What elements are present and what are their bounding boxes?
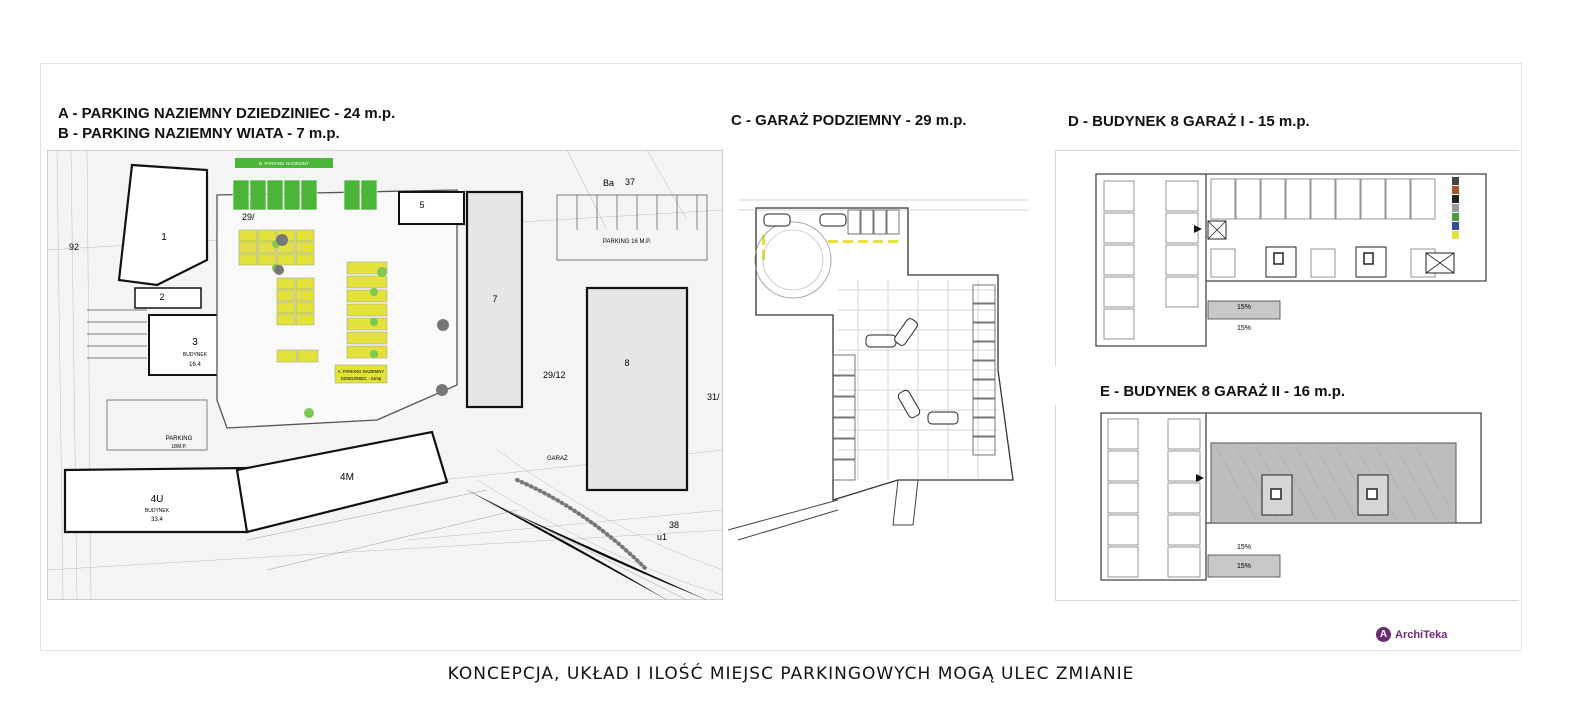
building-5 <box>399 192 464 224</box>
zone-a-label: A. PARKING NAZIEMNY <box>337 369 385 374</box>
title-parking-a: A - PARKING NAZIEMNY DZIEDZINIEC - 24 m.p. <box>58 105 396 122</box>
ramp-circle <box>755 222 831 298</box>
garage-d-drawing <box>1056 151 1519 366</box>
parcel-u1-label: u1 <box>657 532 668 542</box>
garage-e-spaces-left <box>1108 419 1200 577</box>
building-3-label: 3 <box>192 337 198 348</box>
parcel-38-label: 38 <box>669 520 680 530</box>
garage-d-ramp-1-label: 15% <box>1236 304 1252 311</box>
garage-d-spaces-left <box>1104 181 1198 339</box>
building-5-label: 5 <box>419 200 425 210</box>
zone-b-label: B. PARKING NAZIEMNY <box>259 161 309 166</box>
building-3-area: 16.4 <box>189 362 201 368</box>
parcel-92-label: 92 <box>69 242 80 252</box>
parking-18-sub: 18M.P. <box>171 444 187 450</box>
title-garage-e: E - BUDYNEK 8 GARAŻ II - 16 m.p. <box>1100 383 1346 400</box>
garage-e-ramp-1-label: 15% <box>1236 544 1252 551</box>
underground-garage-panel <box>728 190 1032 550</box>
title-parking-b: B - PARKING NAZIEMNY WIATA - 7 m.p. <box>58 125 340 142</box>
parcel-2912-label: 29/12 <box>543 370 566 380</box>
garage-d-ramp-2-label: 15% <box>1236 325 1252 332</box>
site-plan-drawing <box>47 150 723 600</box>
building-8-label: 8 <box>624 358 630 368</box>
garage-e-panel <box>1055 405 1519 601</box>
building-7-label: 7 <box>492 294 498 304</box>
building-4m-label: 4M <box>340 472 354 483</box>
underground-garage-drawing <box>728 190 1032 550</box>
site-plan-panel <box>47 150 723 600</box>
garage-entry-label: GARAŻ <box>547 456 568 462</box>
building-4u-label: 4U <box>150 494 164 505</box>
garage-d-color-legend <box>1452 177 1459 239</box>
garage-e-ramp-2-label: 15% <box>1236 563 1252 570</box>
building-3-sub: BUDYNEK <box>182 352 208 358</box>
parking-18-label: PARKING <box>165 436 193 442</box>
cars <box>764 214 958 424</box>
garage-d-panel <box>1055 150 1519 366</box>
parcel-ba-label: Ba <box>603 178 615 188</box>
title-garage-d: D - BUDYNEK 8 GARAŻ I - 15 m.p. <box>1068 113 1310 130</box>
logo-text: ArchiTeka <box>1395 628 1448 641</box>
logo-mark: A <box>1376 627 1391 642</box>
garage-e-upper-deck <box>1211 443 1456 523</box>
building-4u-area: 33.4 <box>151 517 163 523</box>
building-1 <box>119 165 207 285</box>
parcel-29-label: 29/ <box>242 212 255 222</box>
garage-c-spaces <box>833 210 995 480</box>
building-1-label: 1 <box>161 232 167 243</box>
building-2 <box>135 288 201 308</box>
title-garage-c: C - GARAŻ PODZIEMNY - 29 m.p. <box>731 112 967 129</box>
parcel-37-label: 37 <box>625 177 636 187</box>
building-2-label: 2 <box>159 292 165 302</box>
zone-b-spaces <box>233 180 377 210</box>
garage-c-markings <box>762 235 898 260</box>
architeka-logo <box>1376 627 1447 642</box>
zone-a-sub: DZIEDZINIEC - 24mp <box>340 376 382 381</box>
building-4u-sub: BUDYNEK <box>144 508 170 514</box>
parking-16-label: PARKING 16 M.P. <box>602 239 652 245</box>
footer-disclaimer: KONCEPCJA, UKŁAD I ILOŚĆ MIEJSC PARKINGOWYCH MOGĄ ULEC ZMIANIE <box>447 664 1135 684</box>
parcel-31-label: 31/ <box>707 392 720 402</box>
garage-e-drawing <box>1056 405 1519 600</box>
building-8 <box>587 288 687 490</box>
garage-d-spaces-top <box>1211 179 1435 277</box>
courtyard <box>217 190 457 428</box>
